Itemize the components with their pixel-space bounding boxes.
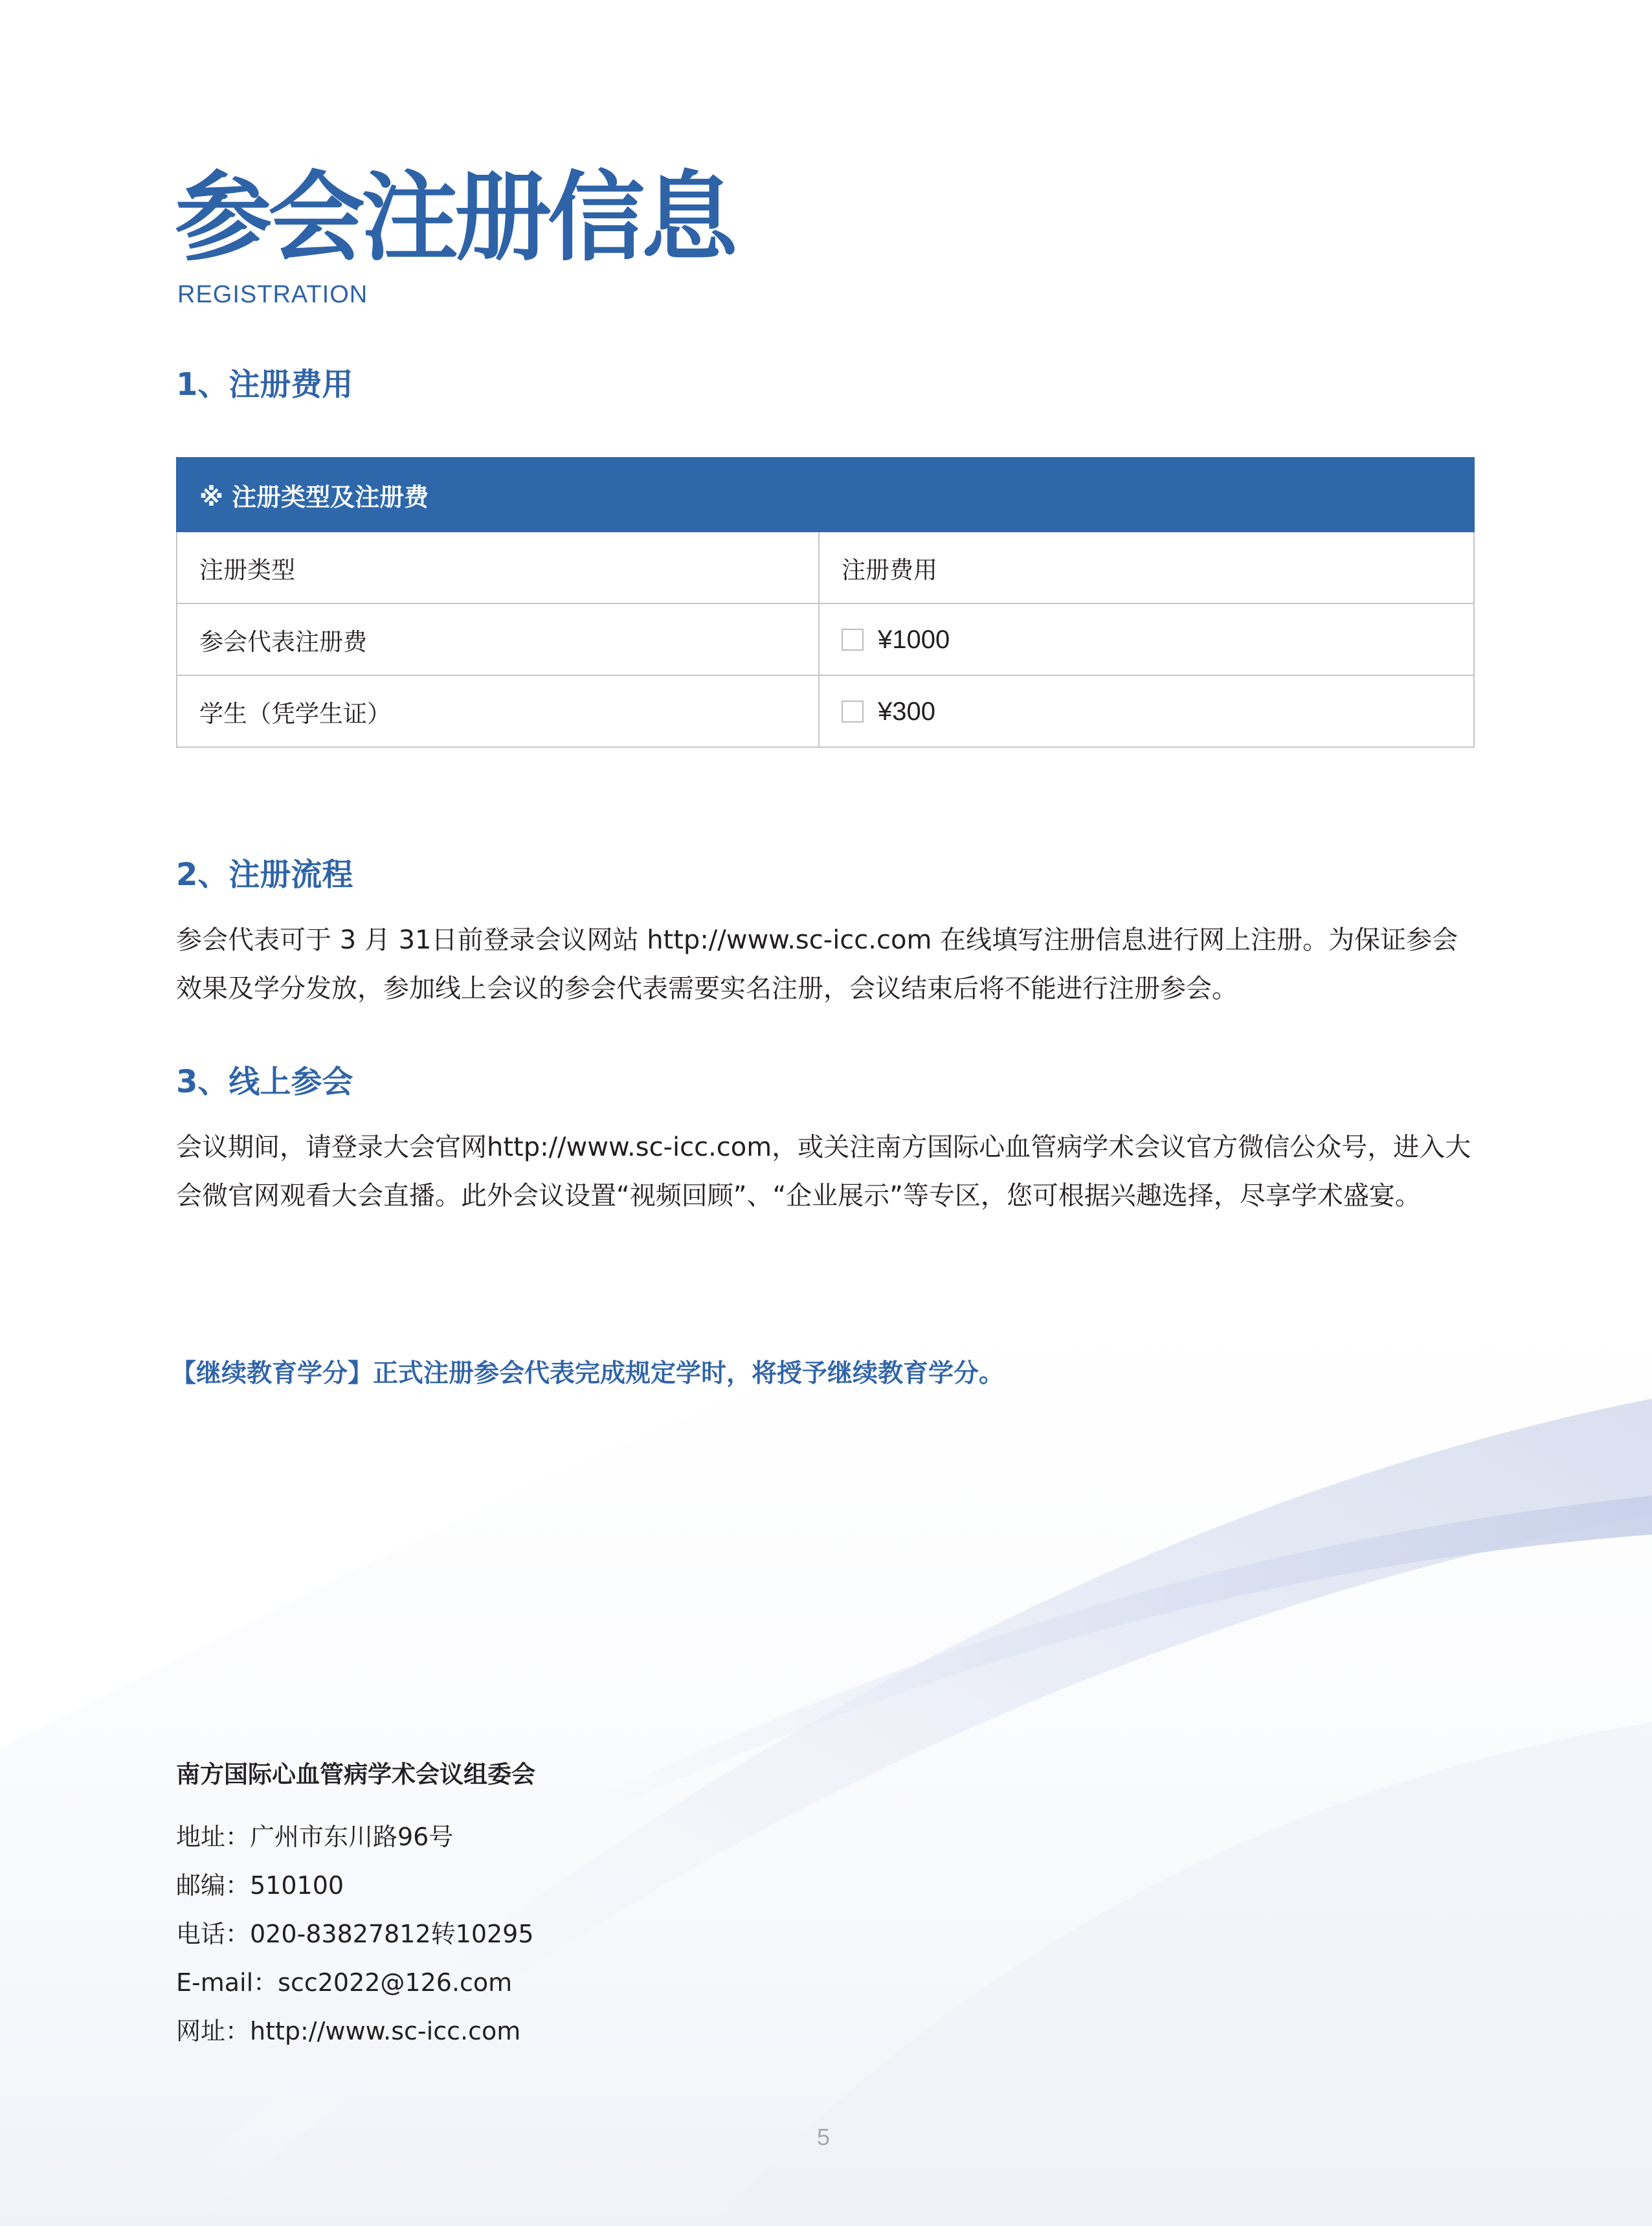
process-paragraph: 参会代表可于 3 月 31日前登录会议网站 http://www.sc-icc.com 在线填写注册信息进行网上注册。为保证参会效果及学分发放，参加线上会议的参会代表需要实名注册，会议结束后将不能进行注册参会。 bbox=[176, 925, 1458, 1004]
section-heading-process: 2、注册流程 bbox=[176, 857, 353, 893]
contact-phone: 电话：020-83827812转10295 bbox=[176, 1920, 534, 1948]
table-row bbox=[177, 603, 1474, 675]
registration-fee-table bbox=[176, 457, 1475, 748]
section-heading-online: 3、线上参会 bbox=[176, 1064, 353, 1100]
page-number: 5 bbox=[817, 2124, 831, 2150]
section-heading-fees: 1、注册费用 bbox=[176, 366, 353, 403]
column-header-fee: 注册费用 bbox=[819, 532, 1474, 603]
fee-checkbox[interactable] bbox=[842, 629, 864, 651]
table-caption: ※ 注册类型及注册费 bbox=[177, 458, 1474, 532]
table-row bbox=[177, 675, 1474, 747]
registration-fee-cell bbox=[819, 603, 1474, 675]
fee-checkbox[interactable] bbox=[842, 701, 864, 723]
contact-info bbox=[176, 1813, 534, 2056]
credit-note: 【继续教育学分】正式注册参会代表完成规定学时，将授予继续教育学分。 bbox=[171, 1359, 1005, 1388]
registration-fee-cell bbox=[819, 675, 1474, 747]
page-title: 参会注册信息 bbox=[175, 162, 735, 275]
table-caption-row bbox=[177, 458, 1474, 532]
contact-website: 网址：http://www.sc-icc.com bbox=[176, 2017, 521, 2045]
fee-amount: ¥1000 bbox=[878, 625, 950, 654]
column-header-type: 注册类型 bbox=[177, 532, 819, 603]
contact-email: E-mail：scc2022@126.com bbox=[176, 1968, 513, 1997]
table-header-row bbox=[177, 532, 1474, 603]
online-paragraph: 会议期间，请登录大会官网http://www.sc-icc.com，或关注南方国际心血管病学术会议官方微信公众号，进入大会微官网观看大会直播。此外会议设置“视频回顾”、“企业展示”等专区，您可根据兴趣选择，尽享学术盛宴。 bbox=[176, 1132, 1471, 1211]
organizer-name: 南方国际心血管病学术会议组委会 bbox=[176, 1760, 535, 1788]
registration-type-cell: 参会代表注册费 bbox=[177, 603, 819, 675]
contact-postcode: 邮编：510100 bbox=[176, 1871, 344, 1900]
registration-type-cell: 学生（凭学生证） bbox=[177, 675, 819, 747]
contact-address: 地址：广州市东川路96号 bbox=[176, 1823, 454, 1851]
fee-amount: ¥300 bbox=[878, 697, 935, 726]
page-subtitle: REGISTRATION bbox=[177, 281, 368, 308]
